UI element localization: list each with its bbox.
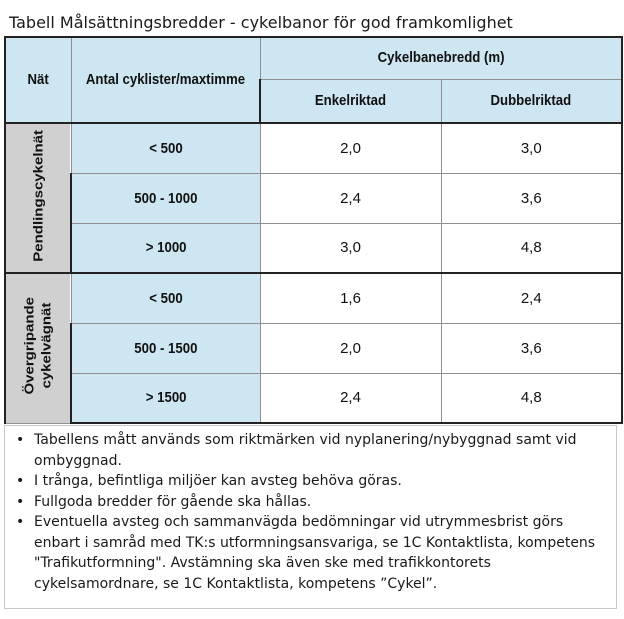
header-dubbelriktad: Dubbelriktad <box>441 79 622 123</box>
dubbel-cell: 3,6 <box>441 173 622 223</box>
header-enkelriktad: Enkelriktad <box>260 79 441 123</box>
antal-cell: 500 - 1500 <box>71 323 260 373</box>
dubbel-cell: 2,4 <box>441 273 622 323</box>
dubbel-cell: 3,6 <box>441 323 622 373</box>
dubbel-cell: 4,8 <box>441 223 622 273</box>
notes-box <box>4 425 617 609</box>
enkel-cell: 2,4 <box>260 373 441 423</box>
table-row <box>5 123 622 173</box>
list-item: • I trånga, befintliga miljöer kan avsteg behöva göras. <box>5 471 610 492</box>
list-item: • Fullgoda bredder för gående ska hållas. <box>5 492 610 513</box>
header-antal: Antal cyklister/maxtimme <box>71 37 260 123</box>
table-row <box>5 273 622 323</box>
group-overgripande: Övergripande cykelvägnät <box>5 273 71 423</box>
dubbel-cell: 4,8 <box>441 373 622 423</box>
enkel-cell: 1,6 <box>260 273 441 323</box>
table-title: Tabell Målsättningsbredder - cykelbanor för god framkomlighet <box>9 13 513 32</box>
enkel-cell: 2,4 <box>260 173 441 223</box>
enkel-cell: 3,0 <box>260 223 441 273</box>
list-item: • Eventuella avsteg och sammanvägda bedömningar vid utrymmesbrist görs enbart i samråd med TK:s utformningsansvariga, se 1C Kontaktlista, kompetens "Trafikutformning". Avstämning ska även ske med trafikkontorets cykelsamordnare, se 1C Kontaktlista, kompetens ”Cykel”. <box>16 514 596 592</box>
antal-cell: > 1500 <box>71 373 260 423</box>
table-row <box>5 373 622 423</box>
bullet-icon: • <box>16 514 25 530</box>
width-table <box>4 36 623 424</box>
notes-list <box>5 426 616 594</box>
header-cykelbanebredd: Cykelbanebredd (m) <box>260 37 622 79</box>
group-pendling: Pendlingscykelnät <box>5 123 71 273</box>
bullet-icon: • <box>16 493 25 510</box>
list-item: • Tabellens mått används som riktmärken vid nyplanering/nybyggnad samt vid ombyggnad. <box>16 432 577 469</box>
bullet-icon: • <box>16 432 25 448</box>
enkel-cell: 2,0 <box>260 323 441 373</box>
dubbel-cell: 3,0 <box>441 123 622 173</box>
antal-cell: < 500 <box>71 123 260 173</box>
table-row <box>5 323 622 373</box>
table-row <box>5 173 622 223</box>
antal-cell: > 1000 <box>71 223 260 273</box>
header-nat: Nät <box>5 37 71 123</box>
bullet-icon: • <box>16 473 25 489</box>
antal-cell: 500 - 1000 <box>71 173 260 223</box>
table-row <box>5 223 622 273</box>
antal-cell: < 500 <box>71 273 260 323</box>
enkel-cell: 2,0 <box>260 123 441 173</box>
